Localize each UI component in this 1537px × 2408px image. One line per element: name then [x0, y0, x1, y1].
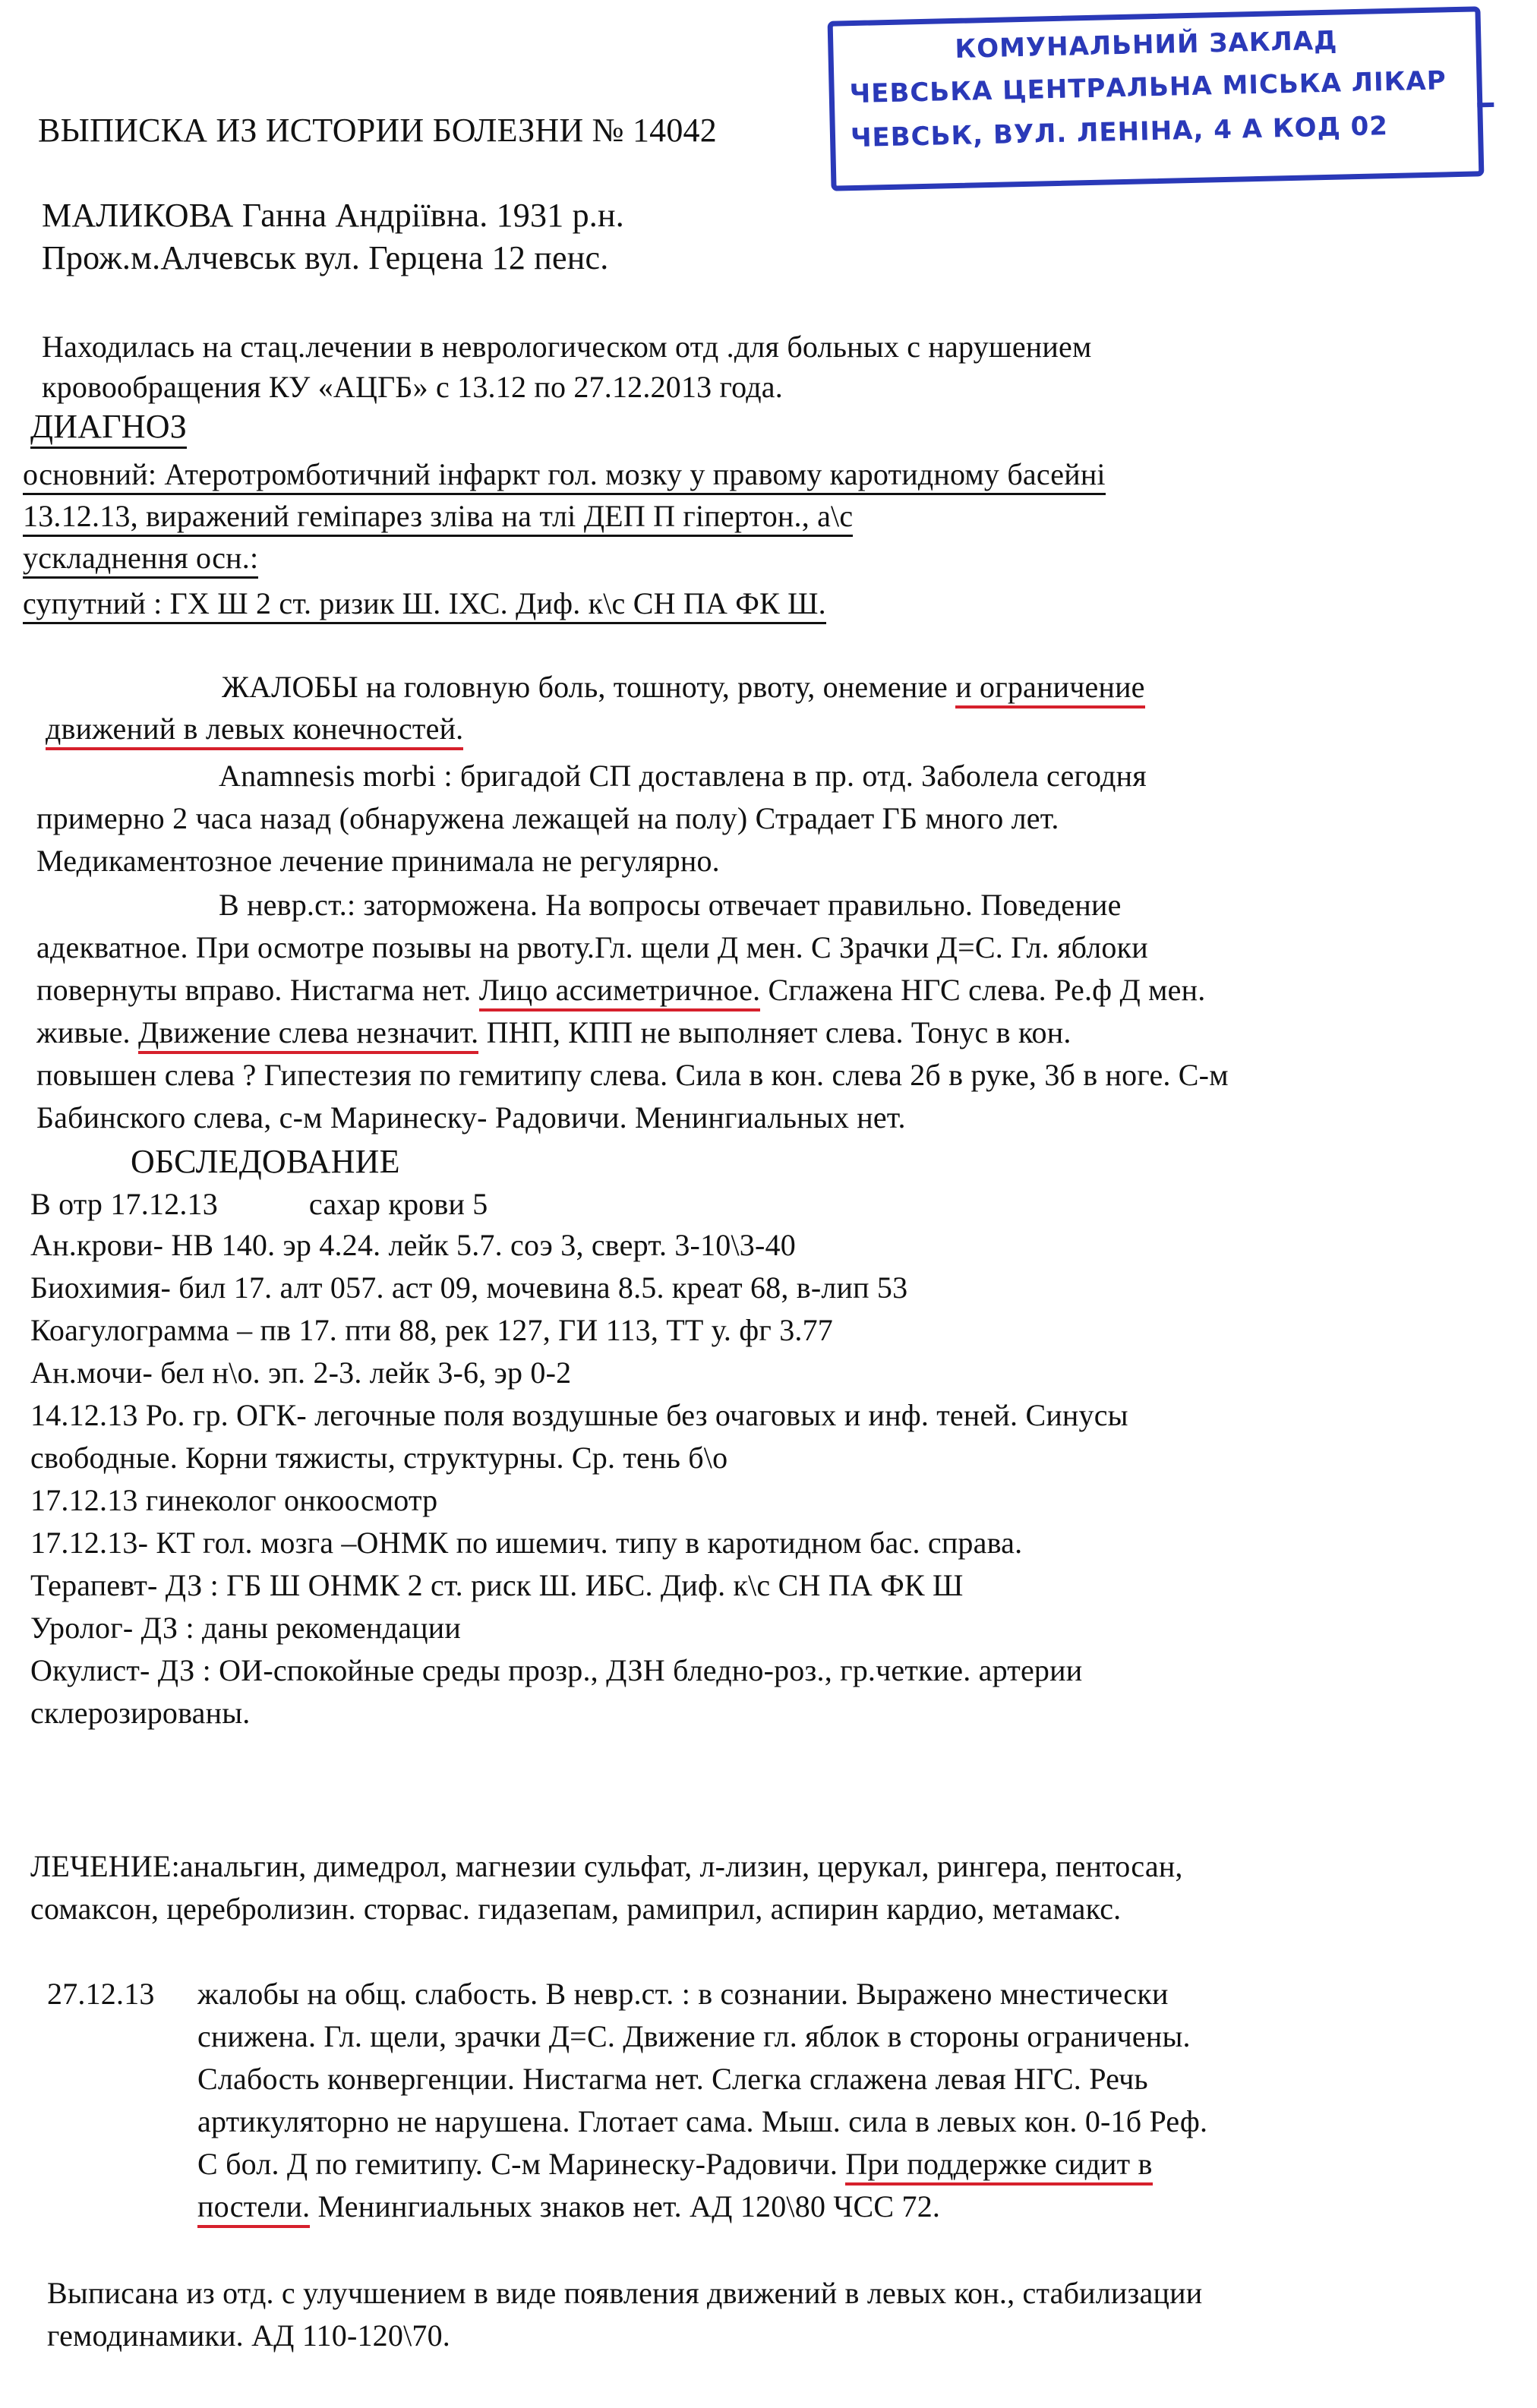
diagnosis-main-line-1: основний: Атеротромботичний інфаркт гол. мозку у правому каротидному басейні: [23, 457, 1106, 495]
exam-heading: ОБСЛЕДОВАНИЕ: [131, 1143, 400, 1180]
exam-line-7: свободные. Корни тяжисты, структурны. Ср. тень б\о: [30, 1441, 728, 1475]
discharge-note-line-3: Слабость конвергенции. Нистагма нет. Слегка сглажена левая НГС. Речь: [197, 2062, 1148, 2096]
discharge-note-line-1: жалобы на общ. слабость. В невр.ст. : в сознании. Выражено мнестически: [197, 1977, 1169, 2011]
admission-line-2: кровообращения КУ «АЦГБ» с 13.12 по 27.12.2013 года.: [42, 370, 783, 404]
exam-line-6: 14.12.13 Ро. гр. ОГК- легочные поля воздушные без очаговых и инф. теней. Синусы: [30, 1398, 1128, 1432]
admission-line-1: Находилась на стац.лечении в неврологическом отд .для больных с нарушением: [42, 330, 1092, 364]
outcome-line-2: гемодинамики. АД 110-120\70.: [47, 2318, 450, 2353]
outcome-line-1: Выписана из отд. с улучшением в виде появления движений в левых кон., стабилизации: [47, 2276, 1203, 2310]
discharge-note-line-6-post: Менингиальных знаков нет. АД 120\80 ЧСС 72.: [310, 2189, 941, 2223]
patient-name: МАЛИКОВА Ганна Андріївна. 1931 р.н.: [42, 197, 624, 234]
diagnosis-main-line-2: 13.12.13, виражений геміпарез зліва на тлі ДЕП П гіпертон., а\с: [23, 499, 853, 537]
exam-line-13: склерозированы.: [30, 1696, 251, 1730]
treatment-line-2: сомаксон, церебролизин. сторвас. гидазепам, рамиприл, аспирин кардио, метамакс.: [30, 1892, 1122, 1926]
exam-blood-date: В отр 17.12.13: [30, 1187, 218, 1221]
neuro-line-6: Бабинского слева, с-м Маринеску- Радовичи. Менингиальных нет.: [36, 1100, 906, 1135]
discharge-note-line-2: снижена. Гл. щели, зрачки Д=С. Движение гл. яблок в стороны ограничены.: [197, 2019, 1191, 2053]
exam-line-8: 17.12.13 гинеколог онкоосмотр: [30, 1483, 438, 1517]
exam-line-4: Коагулограмма – пв 17. пти 88, рек 127, ГИ 113, ТТ у. фг 3.77: [30, 1313, 834, 1347]
neuro-line-4: [36, 1015, 1071, 1049]
treatment-line-1: ЛЕЧЕНИЕ:анальгин, димедрол, магнезии сульфат, л-лизин, церукал, рингера, пентосан,: [30, 1849, 1183, 1883]
stamp-line-2: ЧЕВСЬКА ЦЕНТРАЛЬНА МІСЬКА ЛІКАР: [849, 65, 1447, 110]
exam-line-5: Ан.мочи- бел н\о. эп. 2-3. лейк 3-6, эр 0-2: [30, 1355, 572, 1390]
neuro-highlight-movement: Движение слева незначит.: [138, 1015, 478, 1054]
exam-line-12: Окулист- ДЗ : ОИ-спокойные среды прозр., ДЗН бледно-роз., гр.четкие. артерии: [30, 1653, 1083, 1687]
discharge-note-date: 27.12.13: [47, 1977, 155, 2011]
document-title: ВЫПИСКА ИЗ ИСТОРИИ БОЛЕЗНИ № 14042: [38, 112, 717, 149]
diagnosis-heading: ДИАГНОЗ: [30, 408, 187, 449]
exam-line-2: Ан.крови- НВ 140. эр 4.24. лейк 5.7. соэ 3, сверт. 3-10\3-40: [30, 1228, 796, 1262]
complaints-highlight-2: движений в левых конечностей.: [46, 712, 463, 750]
discharge-highlight-2: постели.: [197, 2189, 310, 2228]
stamp-line-3: ЧЕВСЬК, ВУЛ. ЛЕНІНА, 4 А КОД 02: [850, 111, 1389, 154]
exam-line-10: Терапевт- ДЗ : ГБ Ш ОНМК 2 ст. риск Ш. ИБС. Диф. к\с СН ПА ФК Ш: [30, 1568, 964, 1602]
neuro-line-3-pre: повернуты вправо. Нистагма нет.: [36, 973, 479, 1007]
neuro-line-3: [36, 975, 1205, 1005]
exam-line-3: Биохимия- бил 17. алт 057. аст 09, мочевина 8.5. креат 68, в-лип 53: [30, 1270, 908, 1305]
neuro-line-4-post: ПНП, КПП не выполняет слева. Тонус в кон.: [478, 1015, 1071, 1049]
patient-address: Прож.м.Алчевськ вул. Герцена 12 пенс.: [42, 239, 609, 276]
neuro-line-4-pre: живые.: [36, 1015, 138, 1049]
discharge-note-line-4: артикуляторно не нарушена. Глотает сама. Мыш. сила в левых кон. 0-1б Реф.: [197, 2104, 1208, 2138]
neuro-line-5: повышен слева ? Гипестезия по гемитипу слева. Сила в кон. слева 2б в руке, 3б в ноге. С-м: [36, 1058, 1229, 1092]
exam-line-1: [30, 1189, 488, 1220]
discharge-note-line-6: [197, 2189, 941, 2223]
discharge-note-line-5: [197, 2149, 1153, 2179]
exam-line-9: 17.12.13- КТ гол. мозга –ОНМК по ишемич. типу в каротидном бас. справа.: [30, 1526, 1023, 1560]
discharge-highlight-1: При поддержке сидит в: [845, 2147, 1152, 2186]
diagnosis-concomitant: супутний : ГХ Ш 2 ст. ризик Ш. ІХС. Диф. к\с СН ПА ФК Ш.: [23, 586, 826, 624]
stamp-line-1: КОМУНАЛЬНИЙ ЗАКЛАД: [955, 25, 1338, 65]
anamnesis-line-1: Anamnesis morbi : бригадой СП доставлена в пр. отд. Заболела сегодня: [219, 759, 1147, 793]
complaints-text: на головную боль, тошноту, рвоту, онемение: [358, 670, 956, 704]
complaints-line-1: [222, 672, 1145, 702]
neuro-line-2: адекватное. При осмотре позывы на рвоту.Гл. щели Д мен. С Зрачки Д=С. Гл. яблоки: [36, 930, 1148, 964]
discharge-note-line-5-pre: С бол. Д по гемитипу. С-м Маринеску-Радовичи.: [197, 2147, 846, 2181]
complaints-highlight-1: и ограничение: [955, 670, 1144, 709]
institution-stamp: [828, 6, 1485, 191]
exam-line-11: Уролог- ДЗ : даны рекомендации: [30, 1611, 461, 1645]
stamp-border-tail: [1477, 103, 1494, 107]
complaints-label: ЖАЛОБЫ: [222, 670, 358, 704]
diagnosis-complications: ускладнення осн.:: [23, 541, 258, 579]
anamnesis-line-2: примерно 2 часа назад (обнаружена лежащей на полу) Страдает ГБ много лет.: [36, 801, 1059, 835]
neuro-line-3-post: Сглажена НГС слева. Ре.ф Д мен.: [760, 973, 1206, 1007]
exam-blood-sugar: сахар крови 5: [308, 1187, 488, 1221]
neuro-highlight-face: Лицо ассиметричное.: [479, 973, 761, 1011]
neuro-line-1: В невр.ст.: заторможена. На вопросы отвечает правильно. Поведение: [219, 888, 1122, 922]
anamnesis-line-3: Медикаментозное лечение принимала не регулярно.: [36, 844, 720, 878]
